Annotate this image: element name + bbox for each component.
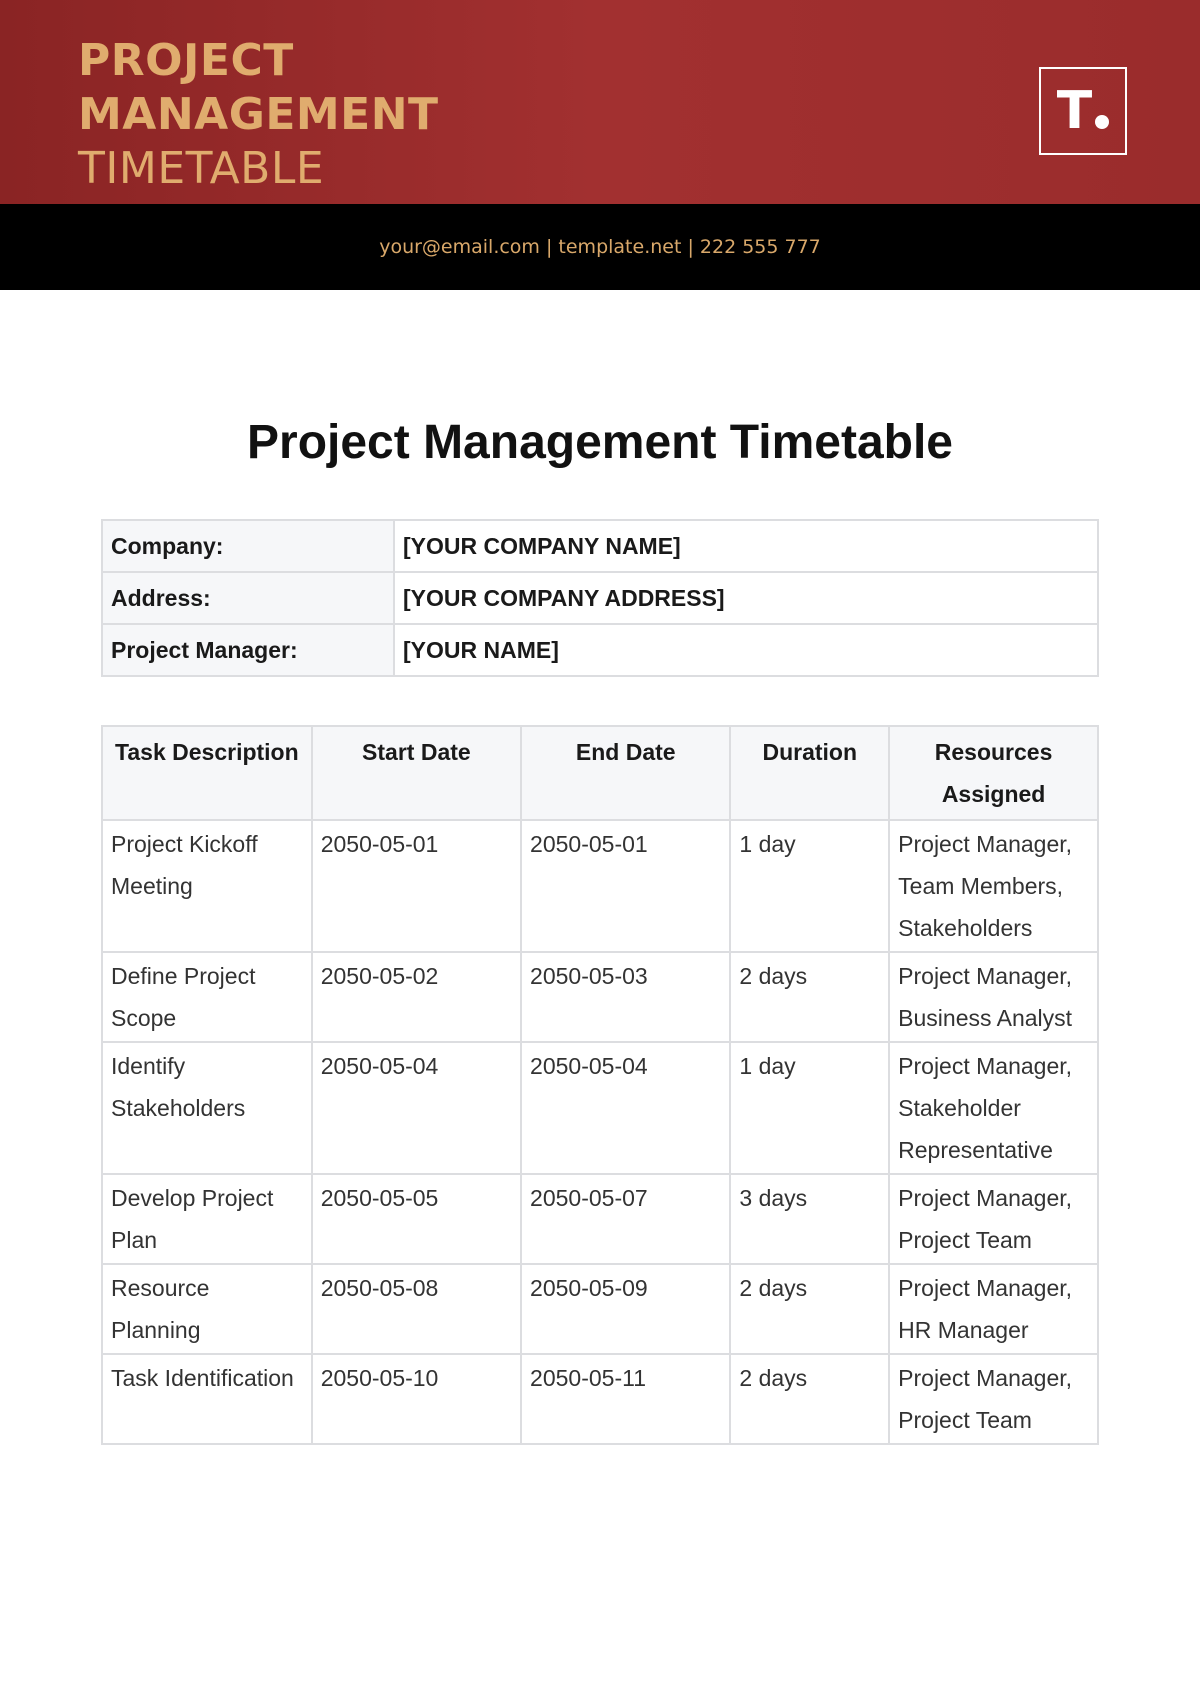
start-date-cell: 2050-05-08: [312, 1264, 521, 1354]
duration-cell: 3 days: [730, 1174, 889, 1264]
table-row: [102, 1354, 1098, 1444]
duration-cell: 1 day: [730, 1042, 889, 1174]
info-label: Company:: [102, 520, 394, 572]
task-cell: Define Project Scope: [102, 952, 312, 1042]
table-header-row: [102, 726, 1098, 820]
task-cell: Identify Stakeholders: [102, 1042, 312, 1174]
start-date-cell: 2050-05-10: [312, 1354, 521, 1444]
resources-cell: Project Manager, Project Team: [889, 1174, 1098, 1264]
start-date-cell: 2050-05-01: [312, 820, 521, 952]
task-cell: Task Identification: [102, 1354, 312, 1444]
contact-bar: [0, 204, 1200, 290]
info-value: [YOUR NAME]: [394, 624, 1098, 676]
end-date-cell: 2050-05-09: [521, 1264, 730, 1354]
task-cell: Develop Project Plan: [102, 1174, 312, 1264]
table-row: [102, 952, 1098, 1042]
column-header-duration: Duration: [730, 726, 889, 820]
duration-cell: 2 days: [730, 1354, 889, 1444]
info-value: [YOUR COMPANY NAME]: [394, 520, 1098, 572]
info-label: Project Manager:: [102, 624, 394, 676]
brand-title: [78, 34, 439, 196]
end-date-cell: 2050-05-03: [521, 952, 730, 1042]
column-header-task: Task Description: [102, 726, 312, 820]
brand-line-2: MANAGEMENT: [78, 89, 439, 140]
end-date-cell: 2050-05-07: [521, 1174, 730, 1264]
task-cell: Resource Planning: [102, 1264, 312, 1354]
logo-dot: [1095, 115, 1109, 129]
table-row: [102, 1042, 1098, 1174]
end-date-cell: 2050-05-11: [521, 1354, 730, 1444]
end-date-cell: 2050-05-04: [521, 1042, 730, 1174]
page-header: [0, 0, 1200, 204]
info-row-company: [102, 520, 1098, 572]
start-date-cell: 2050-05-02: [312, 952, 521, 1042]
resources-cell: Project Manager, HR Manager: [889, 1264, 1098, 1354]
info-label: Address:: [102, 572, 394, 624]
task-table: [101, 725, 1099, 1445]
duration-cell: 1 day: [730, 820, 889, 952]
start-date-cell: 2050-05-05: [312, 1174, 521, 1264]
info-table: [101, 519, 1099, 677]
task-cell: Project Kickoff Meeting: [102, 820, 312, 952]
info-value: [YOUR COMPANY ADDRESS]: [394, 572, 1098, 624]
resources-cell: Project Manager, Project Team: [889, 1354, 1098, 1444]
resources-cell: Project Manager, Stakeholder Representative: [889, 1042, 1098, 1174]
table-row: [102, 1264, 1098, 1354]
table-row: [102, 1174, 1098, 1264]
start-date-cell: 2050-05-04: [312, 1042, 521, 1174]
duration-cell: 2 days: [730, 1264, 889, 1354]
page-title: Project Management Timetable: [247, 416, 953, 469]
info-row-address: [102, 572, 1098, 624]
resources-cell: Project Manager, Team Members, Stakeholders: [889, 820, 1098, 952]
column-header-start: Start Date: [312, 726, 521, 820]
brand-line-1: PROJECT: [78, 35, 294, 86]
column-header-end: End Date: [521, 726, 730, 820]
column-header-resources: Resources Assigned: [889, 726, 1098, 820]
brand-line-3: TIMETABLE: [78, 143, 325, 194]
duration-cell: 2 days: [730, 952, 889, 1042]
template-logo-icon: [1039, 67, 1127, 155]
contact-info: your@email.com | template.net | 222 555 777: [379, 236, 821, 258]
table-row: [102, 820, 1098, 952]
resources-cell: Project Manager, Business Analyst: [889, 952, 1098, 1042]
end-date-cell: 2050-05-01: [521, 820, 730, 952]
logo-letter: T: [1056, 81, 1093, 141]
info-row-manager: [102, 624, 1098, 676]
